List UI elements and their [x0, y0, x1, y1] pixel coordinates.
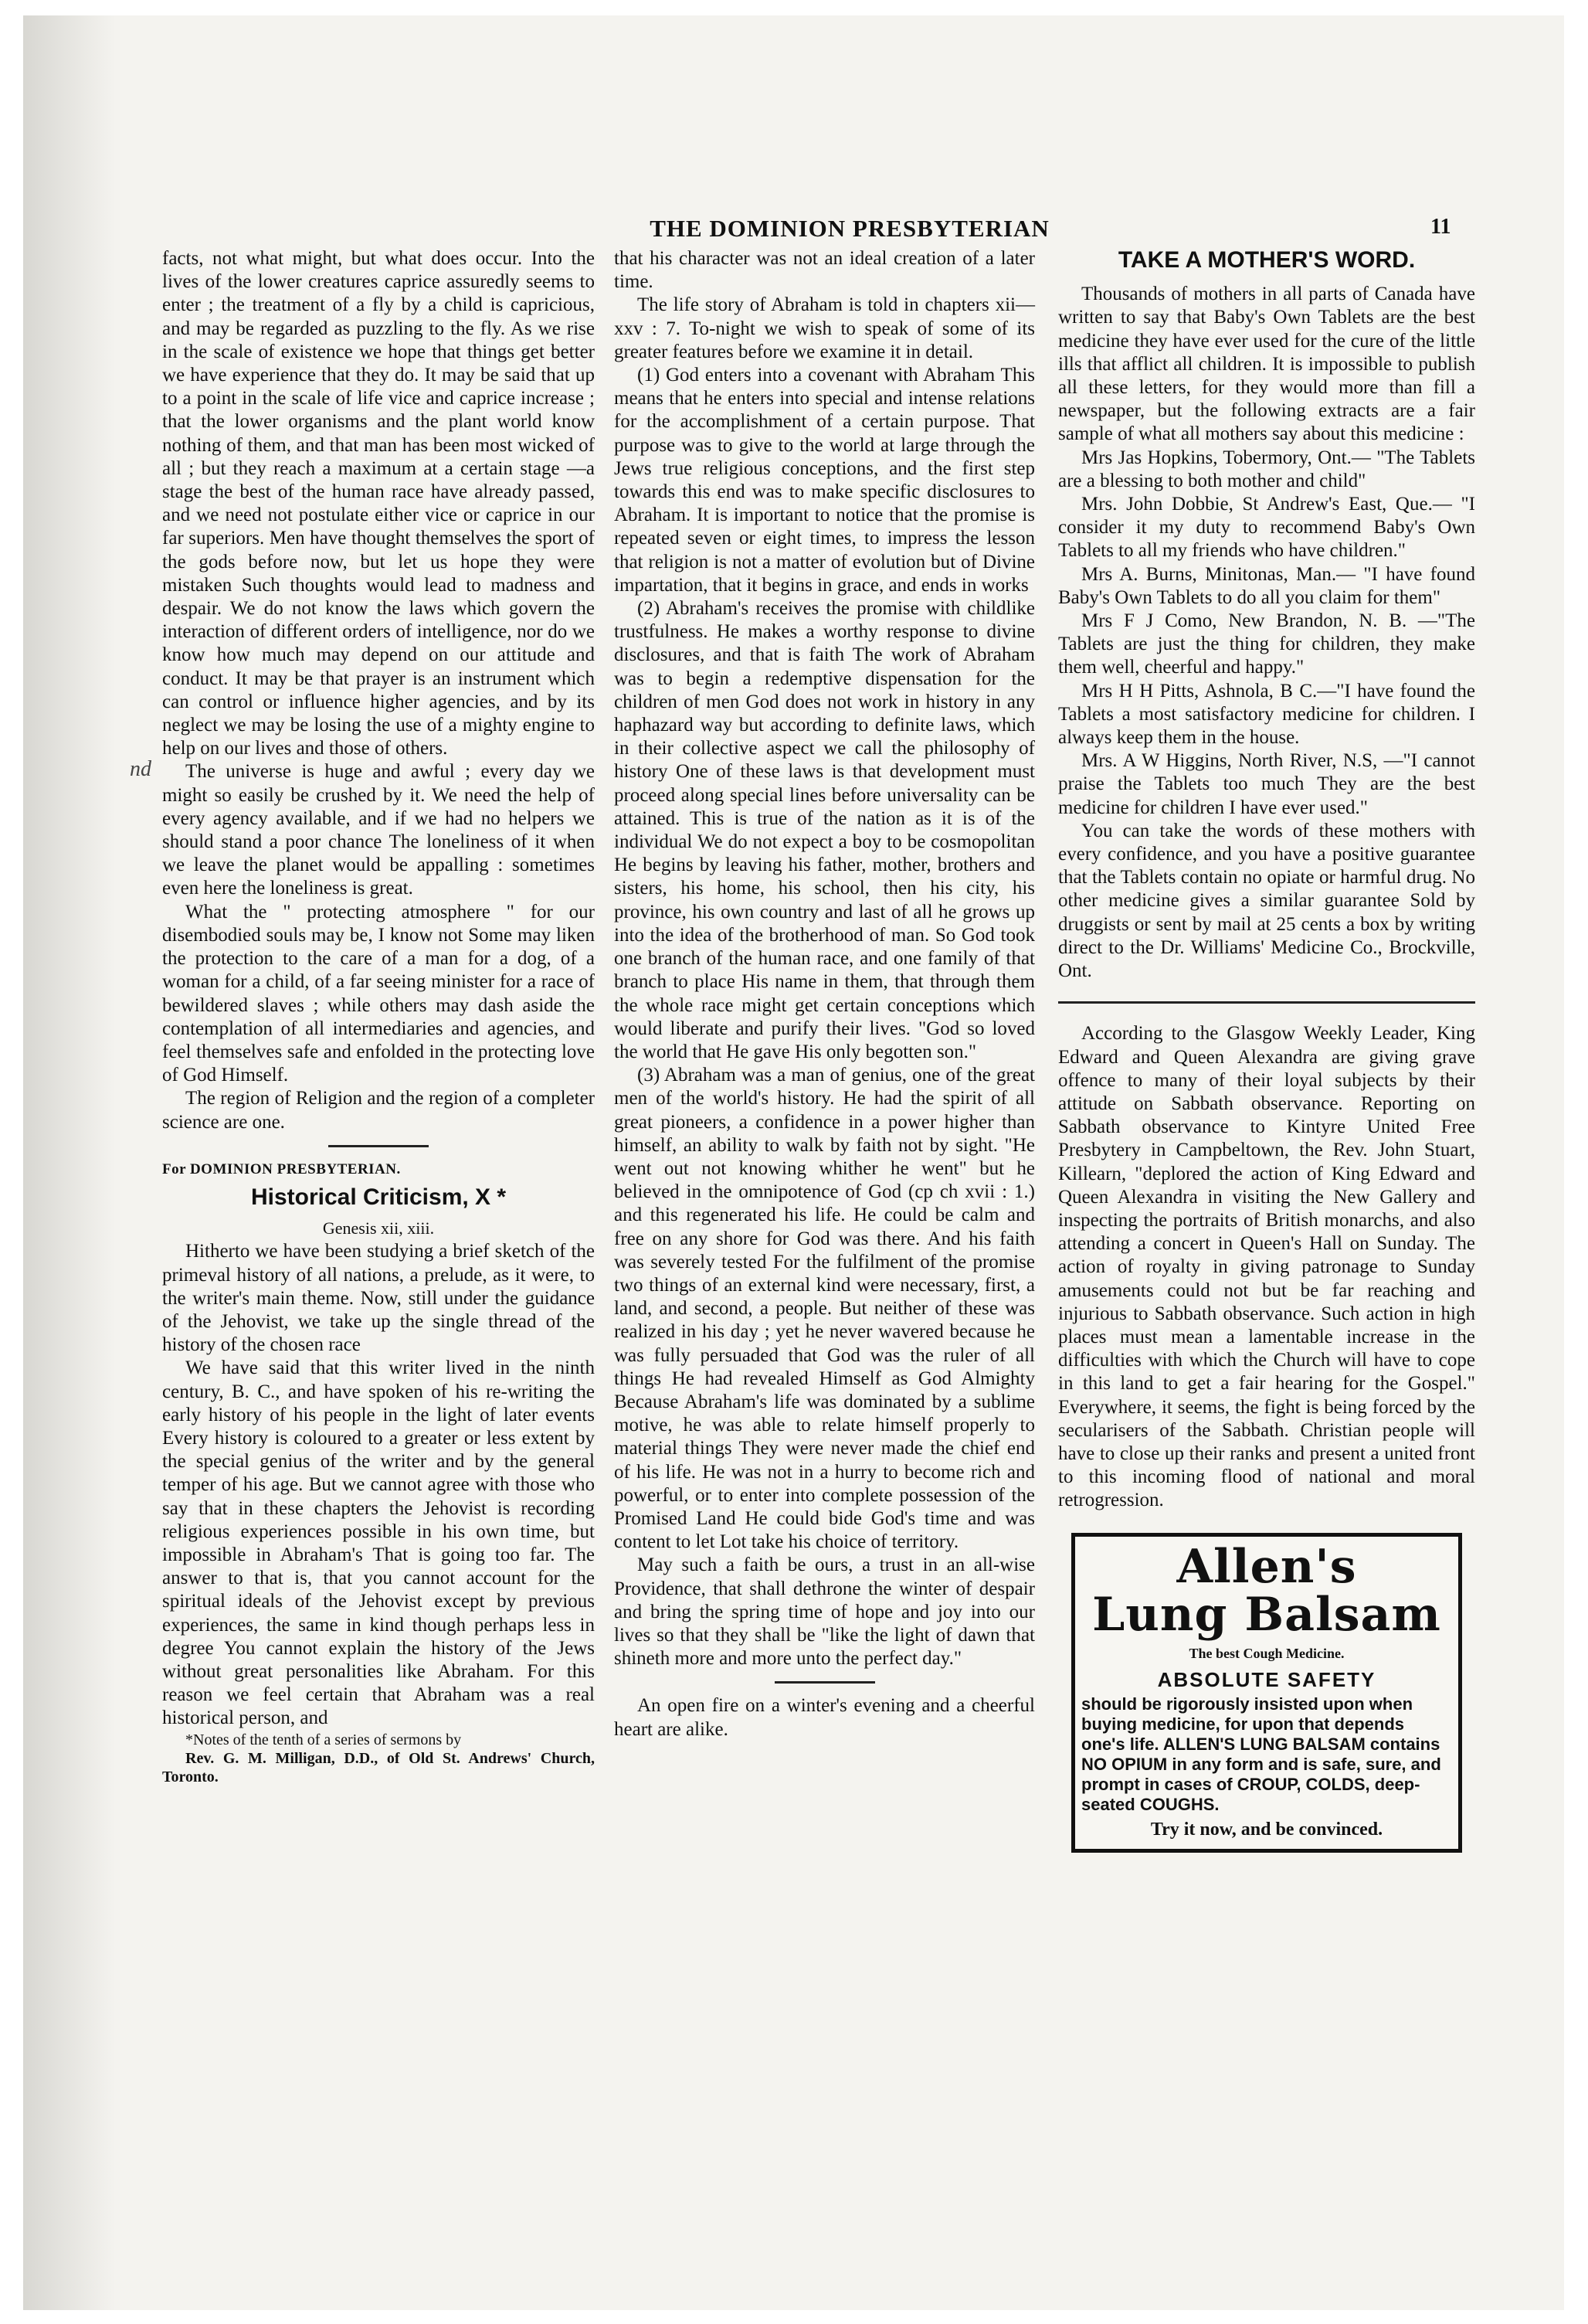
- testimonial: Mrs A. Burns, Minitonas, Man.— "I have found Baby's Own Tablets to do all you claim for them": [1058, 563, 1475, 608]
- lung-balsam-advertisement: [1071, 1533, 1462, 1853]
- article-paragraph: Hitherto we have been studying a brief sketch of the primeval history of all nations, a prelude, as it were, to the writer's main theme. Now, still under the guidance of the Jehovist, we take up the single thread of the history of the chosen race: [162, 1241, 595, 1356]
- margin-note: nd: [130, 757, 151, 781]
- advert-paragraph: Thousands of mothers in all parts of Canada have written to say that Baby's Own Tablets are the best medicine they have ever used for the cure of the little ills that afflict all children. It is impossible to publish all these letters, for they would more than fill a newspaper, but the following extracts are a fair sample of what all mothers say about this medicine :: [1058, 284, 1475, 445]
- ad-body: should be rigorously insisted upon when buying medicine, for upon that depends one's life. ALLEN'S LUNG BALSAM contains NO OPIUM in any form and is safe, sure, and prompt in cases of CROUP, COLDS, deep-seated COUGHS.: [1081, 1694, 1441, 1814]
- article-paragraph: (1) God enters into a covenant with Abraham This means that he enters into special and intense relations for the accomplishment of a certain purpose. That purpose was to give to the world at large through the Jews true religious conceptions, and the first step towards this end was to make specific disclosures to Abraham. It is important to notice that the promise is repeated seven or eight times, to impress the lesson that religion is not a matter of evolution but of Divine impartation, that it begins in grace, and ends in works: [614, 365, 1035, 596]
- article-paragraph: that his character was not an ideal creation of a later time.: [614, 248, 1035, 293]
- section-divider: [775, 1681, 875, 1684]
- page-gutter: [23, 15, 116, 2310]
- article-paragraph: (2) Abraham's receives the promise with childlike trustfulness. He makes a worthy response to divine disclosures, and that is faith The work of Abraham was to begin a redemptive dispensation for the children of men God does not work in history in any haphazard way but according to definite laws, which in their collective aspect we call the philosophy of history One of these laws is that development must proceed along special lines before universality can be attained. This is true of the nation as it is of the individual We do not expect a boy to be cosmopolitan He begins by leaving his father, mother, brothers and sisters, his home, his school, then his city, his province, his own country and last of all he grows up into the idea of the brotherhood of man. So God took one branch of the human race, and one family of that branch to place His name in them, that through them the whole race might get certain conceptions which would liberate and purify their lives. "God so loved the world that He gave His only begotten son.": [614, 598, 1035, 1062]
- advert-article-title: TAKE A MOTHER'S WORD.: [1118, 247, 1416, 273]
- testimonial: Mrs. A W Higgins, North River, N.S, —"I cannot praise the Tablets too much They are the best medicine for children I have ever used.": [1058, 750, 1475, 818]
- middle-column: [614, 247, 1035, 1741]
- testimonial: Mrs F J Como, New Brandon, N. B. —"The Tablets are just the thing for children, they make them well, cheerful and happy.": [1058, 610, 1475, 678]
- testimonial: Mrs H H Pitts, Ashnola, B C.—"I have found the Tablets a most satisfactory medicine for children. I always keep them in the house.: [1058, 680, 1475, 749]
- article-paragraph: (3) Abraham was a man of genius, one of the great men of the world's history. He had the spirit of all great pioneers, a confidence in a power higher than himself, an ability to walk by faith not by sight. "He went out not knowing whither he went" but he believed in the omnipotence of God (cp ch xvii : 1.) and this regenerated his life. He could be calm and free on any shore for God was there. And his faith was severely tested For the fulfilment of the promise two things of an external kind were necessary, first, a land, and second, a people. But neither of these was realized in his day ; yet he never wavered because he was fully persuaded that God was the ruler of all things He had revealed Himself as God Almighty Because Abraham's life was dominated by a sublime motive, he was able to relate himself properly to material things They were never made the chief end of his life. He was not in a hurry to become rich and powerful, or to enter into complete possession of the Promised Land He could bide God's time and was content to let Lot take his choice of territory.: [614, 1065, 1035, 1553]
- ad-brand-name: Lung Balsam: [1092, 1587, 1441, 1642]
- article-kicker: For DOMINION PRESBYTERIAN.: [162, 1160, 401, 1177]
- essay-paragraph: What the " protecting atmosphere " for our disembodied souls may be, I know not Some may liken the protection to the care of a man for a dog, of a woman for a child, of a far seeing minister for a race of bewildered slaves ; while others may dash aside the contemplation of all intermediaries and agencies, and feel themselves safe and enfolded in the protecting love of God Himself.: [162, 901, 595, 1086]
- advert-paragraph: You can take the words of these mothers with every confidence, and you have a positive guarantee that the Tablets contain no opiate or harmful drug. No other medicine gives a similar guarantee Sold by druggists or sent by mail at 25 cents a box by writing direct to the Dr. Williams' Medicine Co., Brockville, Ont.: [1058, 820, 1475, 982]
- essay-paragraph: facts, not what might, but what does occur. Into the lives of the lower creatures caprice assuredly seems to enter ; the treatment of a fly by a child is capricious, and may be regarded as puzzling to the fly. As we rise in the scale of existence we hope that things get better we have experience that they do. It may be said that up to a point in the scale of life vice and caprice increase ; that the lower organisms and the plant world know nothing of them, and that man has been most wicked of all ; but they reach a maximum at a certain stage —a stage the best of the human race have already passed, and we need not postulate either vice or caprice in our far superiors. Men have thought themselves the sport of the gods before now, but let us hope they were mistaken Such thoughts would lead to madness and despair. We do not know the laws which govern the interaction of different orders of intelligence, nor do we know how much may depend on our attitude and conduct. It may be that prayer is an instrument which can control or influence higher agencies, and by its neglect we may be losing the use of a mighty engine to help on our lives and those of others.: [162, 248, 595, 759]
- section-divider: [328, 1145, 429, 1147]
- ad-headline: ABSOLUTE SAFETY: [1157, 1667, 1376, 1691]
- article-paragraph: We have said that this writer lived in the ninth century, B. C., and have spoken of his re-writing the early history of his people in the light of later events Every history is coloured to a greater or less extent by the special genius of the writer and by the general temper of his age. But we cannot agree with those who say that in these chapters the Jehovist is recording religious experiences possible in his own time, but impossible in Abraham's That is going too far. The answer to that is, that you cannot account for the spiritual ideals of the Jehovist except by previous experiences, the same in kind though perhaps less in degree You cannot explain the history of the Jews without great personalities like Abraham. For this reason we feel certain that Abraham was a real historical person, and: [162, 1357, 595, 1729]
- essay-paragraph: The universe is huge and awful ; every day we might so easily be crushed by it. We need the help of every agency available, and if we had no helpers we should stand a poor chance The loneliness of it when we leave the planet would be appalling : sometimes even here the loneliness is great.: [162, 761, 595, 899]
- ad-call-to-action: Try it now, and be convinced.: [1150, 1819, 1383, 1840]
- news-paragraph: According to the Glasgow Weekly Leader, King Edward and Queen Alexandra are giving grave offence to many of their loyal subjects by their attitude on Sabbath observance. Reporting on Sabbath observance to Kintyre United Free Presbytery in Campbeltown, the Rev. John Stuart, Killearn, "deplored the action of King Edward and Queen Alexandra in visiting the New Gallery and inspecting the portraits of British monarchs, and also attending a concert in Queen's Hall on Sunday. The action of royalty in giving patronage to Sunday amusements could not but be far reaching and injurious to Sabbath observance. Such action in high places must mean a lamentable increase in the difficulties with which the Church will have to cope in this land to get a fair hearing for the Gospel." Everywhere, it seems, the fight is being forced by the secularisers of the Sabbath. Christian people will have to close up their ranks and present a united front to this incoming flood of national and moral retrogression.: [1058, 1023, 1475, 1511]
- article-paragraph: The life story of Abraham is told in chapters xii—xxv : 7. To-night we wish to speak of some of its greater features before we examine it in detail.: [614, 294, 1035, 362]
- ad-tagline: The best Cough Medicine.: [1189, 1645, 1345, 1661]
- testimonial: Mrs Jas Hopkins, Tobermory, Ont.— "The Tablets are a blessing to both mother and child": [1058, 447, 1475, 491]
- footnote-author: Rev. G. M. Milligan, D.D., of Old St. Andrews' Church, Toronto.: [162, 1749, 595, 1785]
- article-paragraph: May such a faith be ours, a trust in an all-wise Providence, that shall dethrone the winter of despair and bring the spring time of hope and joy into our lives so that they shall be "like the light of dawn that shineth more and more unto the perfect day.": [614, 1554, 1035, 1670]
- filler-note: An open fire on a winter's evening and a cheerful heart are alike.: [614, 1695, 1035, 1740]
- essay-paragraph: The region of Religion and the region of a completer science are one.: [162, 1088, 595, 1133]
- scripture-reference: Genesis xii, xiii.: [322, 1218, 435, 1238]
- page-header-title: THE DOMINION PRESBYTERIAN: [650, 215, 1050, 242]
- left-column: [162, 247, 595, 1786]
- ad-brand-name: Allen's: [1176, 1539, 1357, 1594]
- footnote: *Notes of the tenth of a series of sermons by: [185, 1731, 462, 1748]
- right-column: [1058, 247, 1475, 1853]
- testimonial: Mrs. John Dobbie, St Andrew's East, Que.— "I consider it my duty to recommend Baby's Own Tablets to all my friends who have children.": [1058, 494, 1475, 562]
- article-title: Historical Criticism, X *: [250, 1184, 507, 1210]
- section-divider: [1058, 1001, 1475, 1004]
- page-number: 11: [1430, 215, 1451, 239]
